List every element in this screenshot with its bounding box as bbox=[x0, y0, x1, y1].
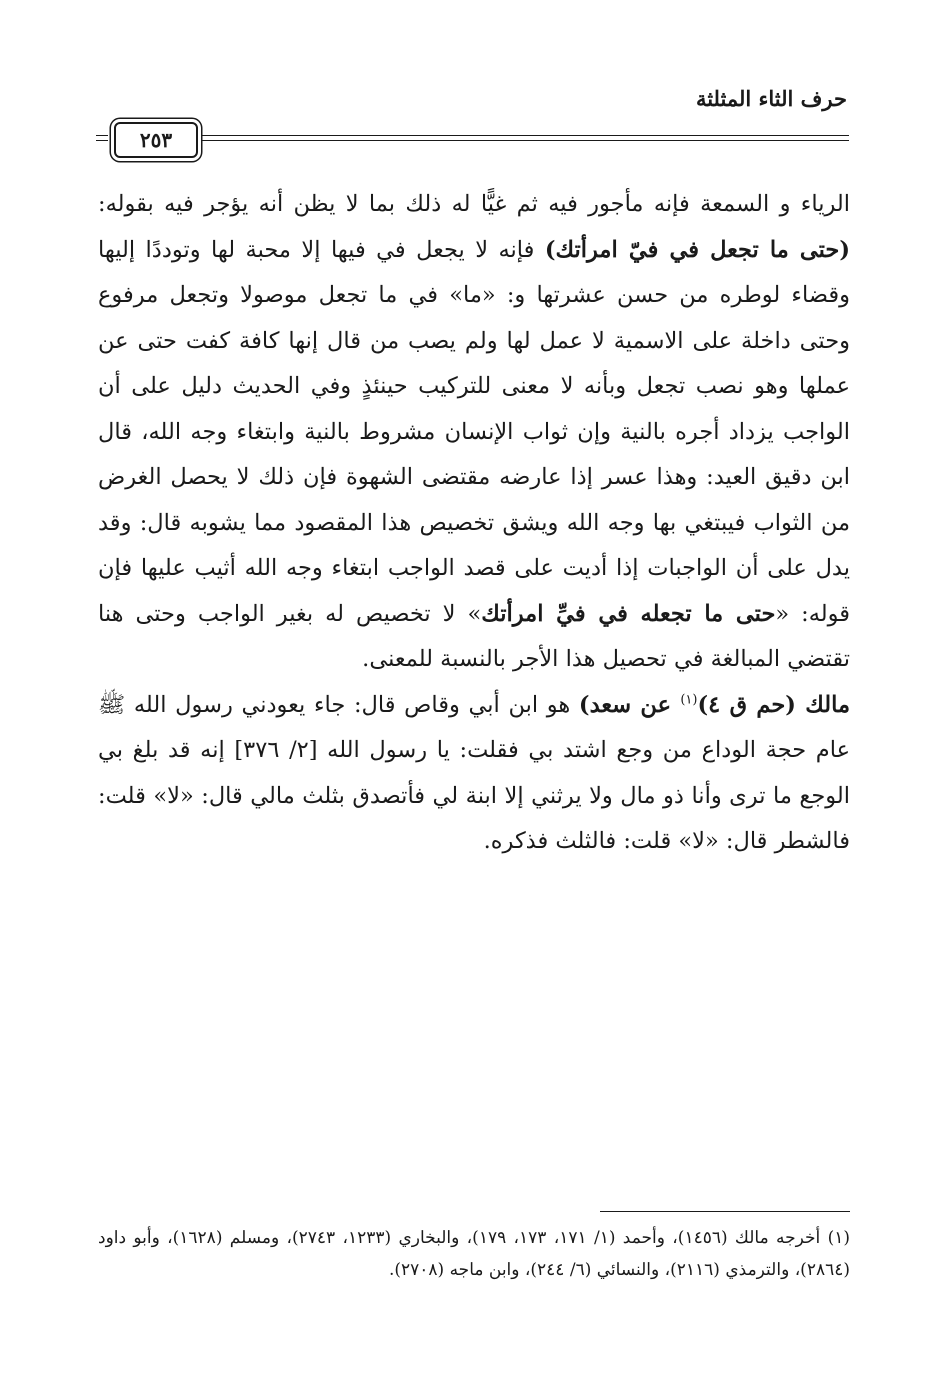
header-rule bbox=[96, 120, 849, 160]
footnote-separator bbox=[600, 1211, 850, 1212]
text-run: » لا تخصيص له بغير الواجب وحتى هنا تقتضي المبالغة في تحصيل هذا الأجر بالنسبة للمعنى. bbox=[98, 600, 850, 672]
text-run: فإنه لا يجعل في فيها إلا محبة لها وتوددًا إليها وقضاء لوطره من حسن عشرتها و: «ما» في ما تجعل موصولا وتجعل مرفوع وحتى داخلة على الاسمية لا عمل لها ولم يصب من قال إنها كافة كفت حتى عن عملها وهو نصب تجعل وبأنه لا معنى للتركيب حينئذٍ وفي الحديث دليل على أن الواجب يزداد أجره بالنية وإن ثواب الإنسان مشروط بالنية وابتغاء وجه الله، قال ابن دقيق العيد: وهذا عسر إذا عارضه مقتضى الشهوة فإن ذلك لا يحصل الغرض من الثواب فيبتغي بها وجه الله ويشق تخصيص هذا المقصود مما يشوبه قال: وقد يدل على أن الواجبات إذا أديت على قصد الواجب ابتغاء وجه الله أثيب عليها فإن قوله: « bbox=[98, 236, 851, 627]
hadith-source: مالك (حم ق ٤) bbox=[697, 691, 850, 718]
text-run: الرياء و السمعة فإنه مأجور فيه ثم غيًّا له ذلك بما لا يظن أنه يؤجر فيه بقوله: bbox=[98, 191, 850, 217]
hadith-quote: حتى ما تجعله في فيِّ امرأتك bbox=[481, 600, 776, 627]
running-title: حرف الثاء المثلثة bbox=[695, 86, 847, 111]
header-rule-line bbox=[96, 135, 108, 136]
paragraph bbox=[98, 683, 850, 865]
header-rule-line bbox=[202, 140, 849, 141]
footnote-text: (١) أخرجه مالك (١٤٥٦)، وأحمد (١/ ١٧١، ١٧٣، ١٧٩)، والبخاري (١٢٣٣، ٢٧٤٣)، ومسلم (١٦٢٨)، وأبو داود (٢٨٦٤)، والترمذي (٢١١٦)، والنسائي (٦/ ٢٤٤)، وابن ماجه (٢٧٠٨). bbox=[98, 1228, 850, 1280]
text-run: هو ابن أبي وقاص قال: جاء يعودني رسول الله ﷺ عام حجة الوداع من وجع اشتد بي فقلت: يا رسول الله [٢/ ٣٧٦] إنه قد بلغ بي الوجع ما ترى وأنا ذو مال ولا يرثني إلا ابنة لي فأتصدق بثلث مالي قال: «لا» قلت: فالشطر قال: «لا» قلت: فالثلث فذكره. bbox=[98, 691, 850, 854]
paragraph bbox=[98, 182, 850, 683]
main-text bbox=[98, 182, 850, 865]
header-rule-line bbox=[202, 135, 849, 136]
footnote-marker: (١) bbox=[680, 692, 698, 707]
hadith-narrator: عن سعد) bbox=[578, 691, 681, 718]
header-rule-line bbox=[96, 140, 108, 141]
footnote bbox=[98, 1222, 850, 1286]
page-number: ٢٥٣ bbox=[114, 122, 198, 158]
hadith-quote: (حتى ما تجعل في فيّ امرأتك) bbox=[544, 236, 850, 263]
